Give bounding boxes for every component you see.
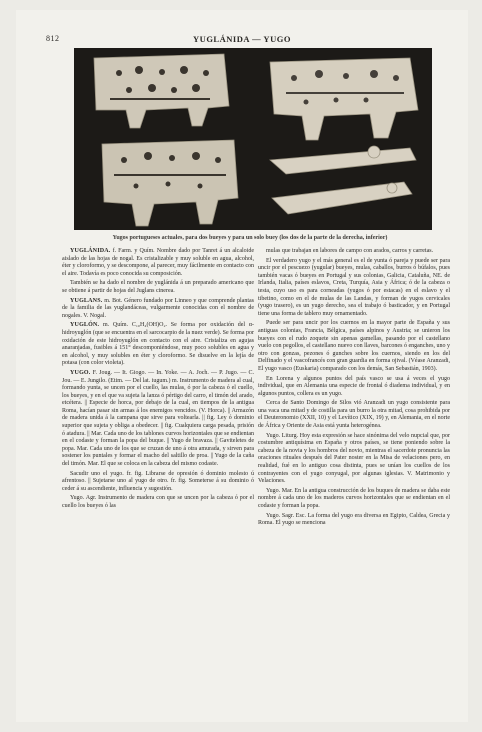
entry-headword: YUGLANS. (70, 297, 103, 304)
entry-body: Yugo. Liturg. Hoy esta expresión se hace sinónima del velo nupcial que, por costumbre antiquísima en España y otros países, se tiene poniendo sobre la cabeza de la novia y los hombros del novio, mientras el sacerdote pronuncia las oraciones rituales después del Pater noster en la Misa de velaciones pero, en realidad, fué en lo antiguo cosa distinta, pues se unían los cuellos de los contrayentes con el yugo conyugal, por algunas iglesias. V. Matrimonio y Velaciones. (258, 432, 450, 485)
entry-body: mulas que trabajan en labores de campo con arados, carros y carretas. (266, 248, 434, 254)
dictionary-entry (258, 400, 450, 430)
figure-caption: Yugos portugueses actuales, para dos bueyes y para un solo buey (los dos de la parte de la derecha, inferior) (112, 235, 388, 241)
entry-body: Yugo. Agr. Instrumento de madera con que se uncen por la cabeza ó por el cuello los bueyes ó las (62, 495, 254, 509)
dictionary-entry (258, 320, 450, 373)
yokes-illustration (74, 48, 432, 230)
entry-body: Puede ser para uncir por los cuernos en la mayor parte de España y sus antiguas colonias, Francia, Bélgica, países alpinos y Austria; se unieron los bueyes con el rudo zoquete sin apenas gamellas, pasando por el castellano vuelo con pegollos, el castellano nuevo con llaves, barcones ó enganches, uno y otro con gonzas, pezones ó gunches sobre los cuernos, siendo en los del Delfinado y el vascofrancés con gran guardia en forma ojival. (Véase Aranzadi, El yugo vasco (Euskaria) comparado con los demás, San Sebastián, 1903). (258, 320, 450, 372)
page-number: 812 (46, 34, 60, 43)
entry-body: m. Bot. Género fundado por Linneo y que comprende plantas de la familia de las yuglandáceas, vulgarmente conocidas con el nombre de nogales. V. Nogal. (62, 297, 254, 319)
text-column-right (258, 248, 450, 530)
dictionary-entry (62, 370, 254, 469)
dictionary-entry (62, 322, 254, 368)
entry-body: m. Quím. C₁₀H₄(OH)O₂. Se forma por oxidación del α- hidroyuglón (que se encuentra en el sarcocarpio de la nuez verde). Se forma por oxidación de este hidroyuglón en contacto con el aire. Cristaliza en agujas anaranjadas, fusibles á 151° descomponiéndose, muy poco solubles en agua y en alcohol, y muy solubles en éter y cloroformo. Se disuelve en la lejía de potasa (con color violeta). (62, 322, 254, 367)
running-title: YUGLÁNIDA — YUGO (193, 34, 291, 44)
entry-body: Yugo. Sagr. Esc. La forma del yugo era diversa en Egipto, Caldea, Grecia y Roma. El yugo se menciona (258, 512, 450, 527)
entry-headword: YUGLÁNIDA. (70, 248, 111, 254)
dictionary-entry (258, 433, 450, 486)
dictionary-entry (62, 280, 254, 295)
dictionary-entry (258, 513, 450, 528)
dictionary-entry (62, 248, 254, 278)
dictionary-entry (62, 298, 254, 321)
dictionary-entry (258, 376, 450, 399)
entry-body: Yugo. Mar. En la antigua construcción de los buques de madera se daba este nombre á cada uno de los maderos curvos horizontales que se endientan en el codaste y forman la popa. (258, 487, 450, 509)
dictionary-entry (62, 495, 254, 510)
entry-body: F. Joug. — It. Giogo. — In. Yoke. — A. Joch. — P. Jugo. — C. Jou. — E. Jungilo. (Etim. — Del lat. iugum.) m. Instrumento de madera al cual, formando yunta, se uncen por el cuello, las mulas, ó por la cabeza ó el cuello, los bueyes, y en el que va sujeta la lanza ó pértigo del carro, el timón del arado, etcétera. || Especie de horca, por debajo de la cual, en tiempos de la antigua Roma, hacían pasar sin armas á los enemigos vencidos. (V. Horca). || Armazón de madera unida á la campana que sirve para voltearla. || fig. Ley ó dominio superior que sujeta y obliga a obedecer. || fig. Cualquiera carga pesada, prisión ó atadura. || Mar. Cada uno de los tablones curvos horizontales que se endientan en el codaste y forman la popa del buque. || Yugo de bravaza. || Gaviteletes de popa. Mar. Cada uno de los que se cruzan de uno á otra amurada, y sirven para sostener los puntales y formar el macho del saltillo de proa. || Yugo de la caña del timón. Mar. El que se coloca en la cabeza del mismo codaste. (62, 369, 254, 468)
entry-body: Cerca de Santo Domingo de Silos vió Aranzadi un yugo consistente para una vaca una mitad y de costilla para un burro la otra mitad, cosa prohibida por el Deuteronomio (XXII, 10) y el Levítico (XIX, 19) y, en Alemania, en el norte de África y Oriente de Asia está yunta heterogénea. (258, 400, 450, 430)
dictionary-entry (62, 471, 254, 494)
entry-headword: YUGO. (70, 369, 91, 376)
figure-yokes-photo (74, 48, 432, 230)
page-header (46, 34, 438, 43)
dictionary-entry (258, 248, 450, 256)
entry-body: El verdadero yugo y el más general es el de yunta ó pareja y puede ser para uncir por el pescuezo (yugular) bueyes, mulas, caballos, burros ó búfalos, pues también vacas ó bueyes en Portugal y sus colonias, Galicia, Cataluña, NE. de Irlanda, Italia, países eslavos, Creta, Turquía, Asia y África; ó de la cabeza o testa, cuyo uso es para corneadas (yugos ó por estacas) en el eslavo y el tibetino, como en el de mulas de las Landas, y forman de yugos cervicales (yugo trasero), es un yugo derecho, sea el trabajo ó basticador, y en Portugal tiene una forma de tablero muy ornamentado. (258, 257, 450, 317)
entry-body: También se ha dado el nombre de yuglánida á un preparado americano que se obtiene á partir de hojas del Juglans cinerea. (62, 280, 254, 294)
entry-body: Sacudir uno el yugo. fr. fig. Librarse de opresión ó dominio molesto ú afrentoso. || Sujetarse uno al yugo de otro. fr. fig. Someterse á su dominio ó ceder á su ascendiente, influencia y sugestión. (62, 470, 254, 492)
dictionary-entry (258, 488, 450, 511)
text-column-left (62, 248, 254, 513)
entry-body: En Lorena y algunos puntos del país vasco se usa á veces el yugo individual, que en Alemania una especie de frontal ó diadema individual, y en algunos puntos, collera es un yugo. (258, 375, 450, 397)
dictionary-entry (258, 258, 450, 319)
entry-body: f. Farm. y Quím. Nombre dado por Tanret á un alcaloide aislado de las hojas de nogal. Es cristalizable y muy soluble en agua, alcohol, éter y cloroformo, y se descompone, al parecer, muy fácilmente en contacto con el aire. Todavía es poco conocida su composición. (62, 248, 255, 277)
entry-headword: YUGLÓN. (70, 322, 100, 329)
